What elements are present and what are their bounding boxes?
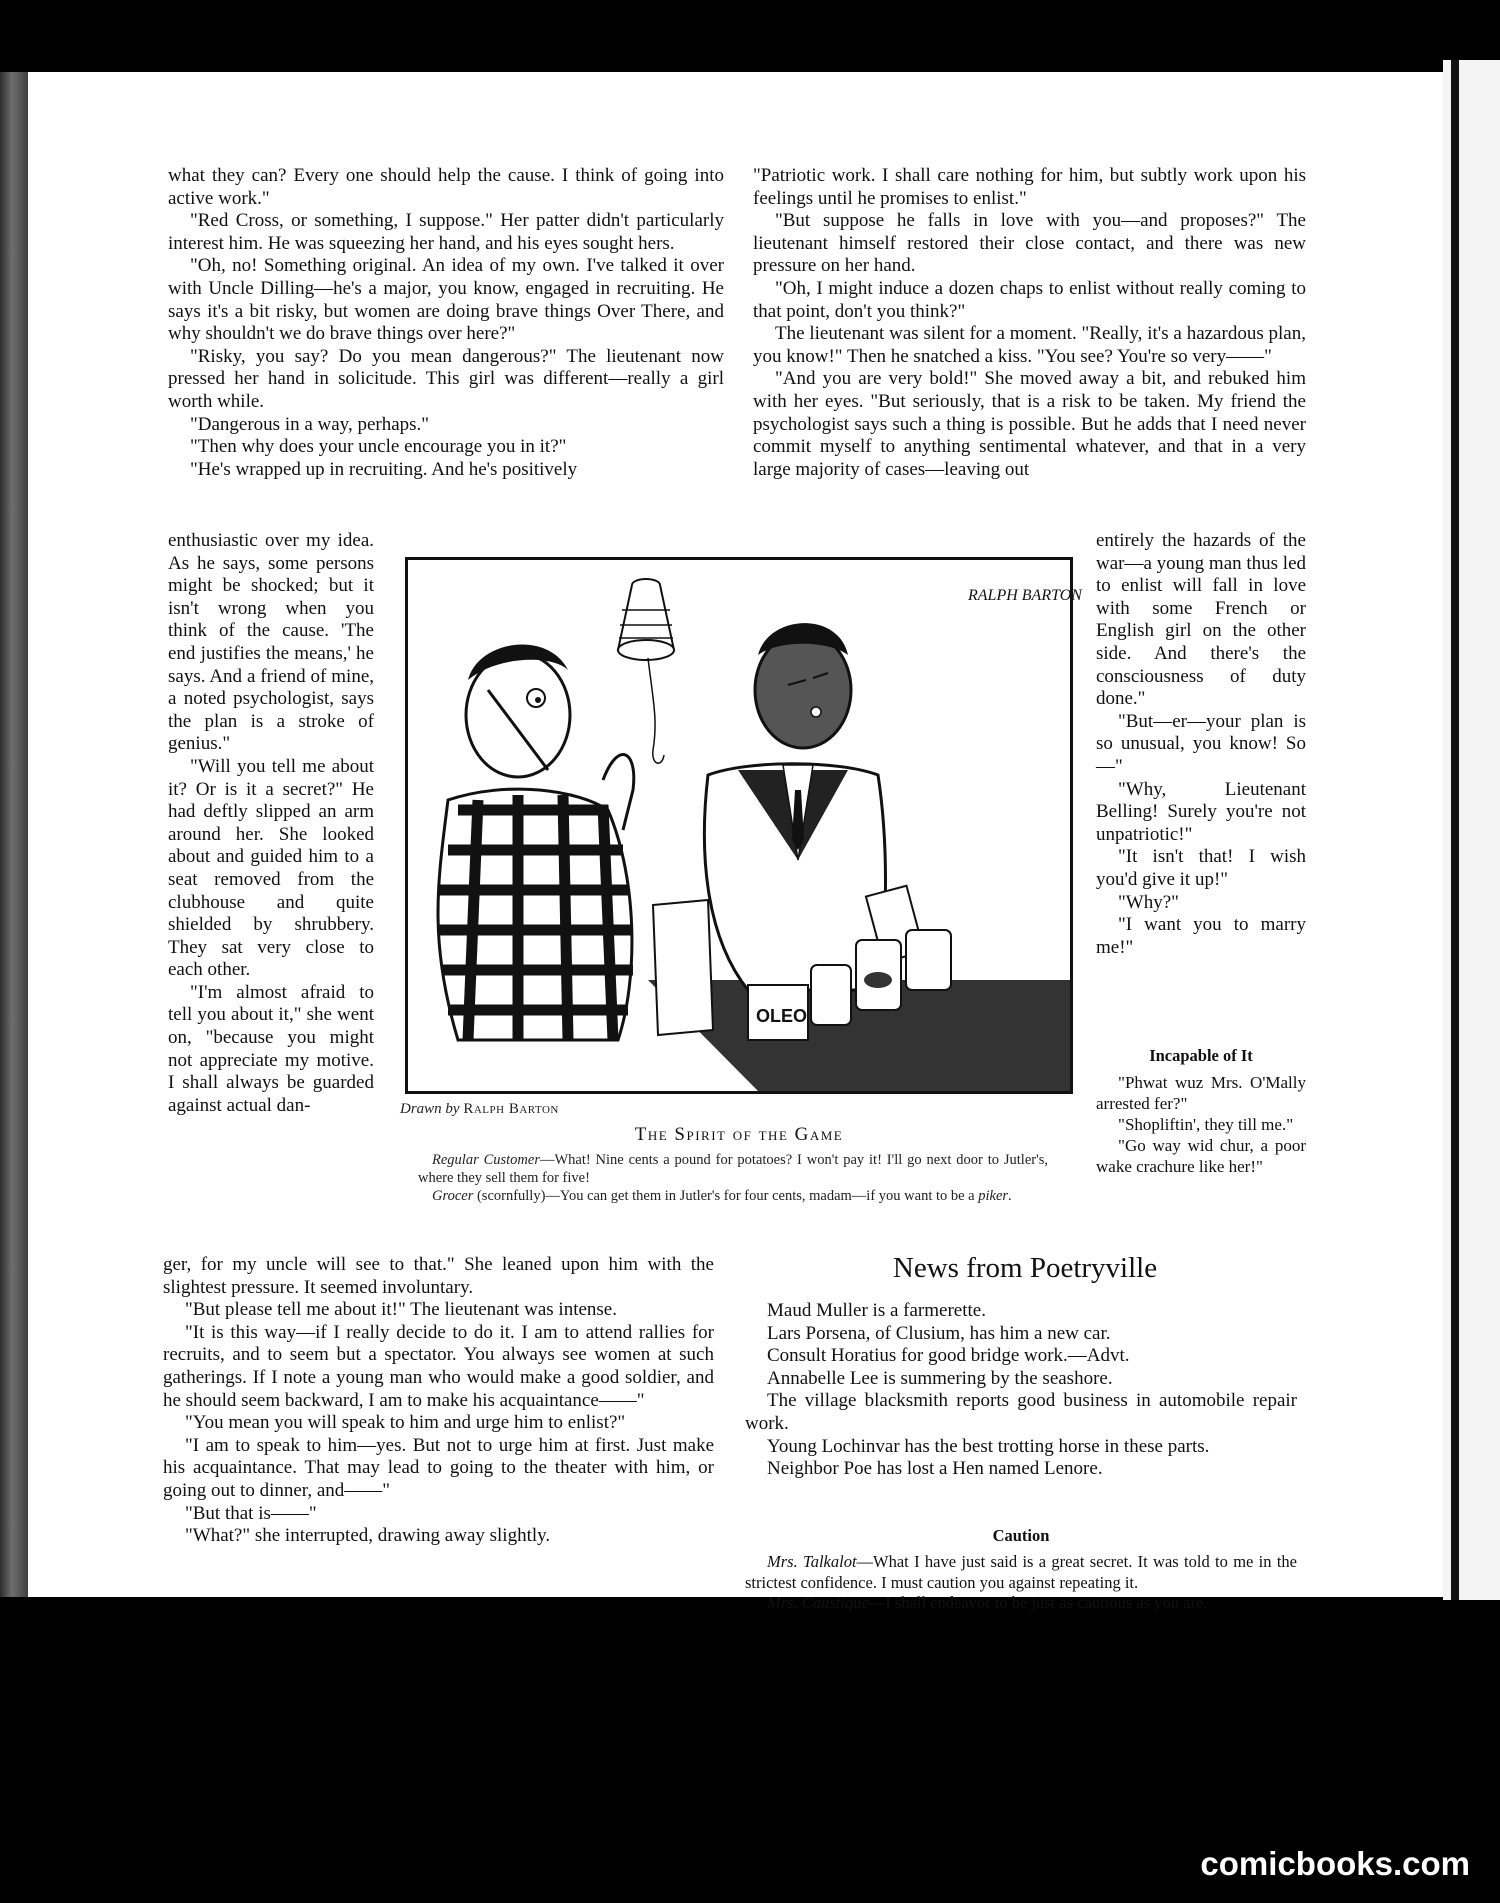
paragraph: "Dangerous in a way, perhaps.": [190, 413, 430, 435]
paragraph: entirely the hazards of the war—a young man thus led to enlist will fall in love with some French or English girl on the other side. And there's the consciousness of duty done.": [1096, 530, 1307, 710]
paper-bag: [653, 900, 713, 1035]
paragraph: "It isn't that! I wish you'd give it up!": [1096, 846, 1306, 890]
column2-top: [753, 165, 1306, 481]
paragraph: "Why, Lieutenant Belling! Surely you're not unpatriotic!": [1096, 778, 1306, 845]
speaker-label: Grocer: [432, 1188, 474, 1204]
column2-narrow: [1096, 530, 1306, 959]
paragraph: "But that is——": [185, 1502, 317, 1524]
caption-end: .: [1008, 1188, 1012, 1204]
paragraph: "Risky, you say? Do you mean dangerous?" The lieutenant now pressed her hand in solicitude. This girl was different—really a girl worth while.: [168, 345, 724, 412]
paragraph: what they can? Every one should help the cause. I think of going into active work.": [168, 165, 724, 209]
paragraph: "But please tell me about it!" The lieutenant was intense.: [185, 1299, 617, 1321]
paragraph: "Then why does your uncle encourage you in it?": [190, 436, 567, 458]
incapable-heading: Incapable of It: [1149, 1046, 1253, 1065]
book-spine: [0, 72, 30, 1597]
paragraph: "But suppose he falls in love with you—and proposes?" The lieutenant himself restored their close contact, and there was new pressure on her hand.: [753, 210, 1306, 277]
paragraph: enthusiastic over my idea. As he says, some persons might be shocked; but it isn't wrong when you think of the cause. 'The end justifies the means,' he says. And a friend of mine, a noted psychologist, says the plan is a stroke of genius.": [168, 530, 374, 755]
emphasis-word: piker: [978, 1188, 1009, 1204]
speaker-label: Regular Customer: [432, 1152, 540, 1168]
caution-line: —What I have just said is a great secret. It was told to me in the strictest confidence. I must caution you against repeating it.: [745, 1552, 1297, 1592]
paragraph: "He's wrapped up in recruiting. And he's positively: [190, 458, 578, 480]
speaker-label: Mrs. Caustique: [767, 1593, 869, 1612]
speaker-label: Mrs. Talkalot: [767, 1552, 857, 1571]
news-item: Young Lochinvar has the best trotting horse in these parts.: [767, 1435, 1210, 1457]
paragraph: "Will you tell me about it? Or is it a secret?" He had deftly slipped an arm around her. She looked about and guided him to a seat removed from the clubhouse and quite shielded by shrubbery. They sat very close to each other.: [168, 755, 374, 981]
paragraph: "Oh, no! Something original. An idea of my own. I've talked it over with Uncle Dilling—he's a major, you know, engaged in recruiting. He says it's a bit risky, but women are doing brave things Over There, and why shouldn't we do brave things over here?": [168, 255, 724, 345]
news-item: Maud Muller is a farmerette.: [767, 1300, 986, 1321]
cartoon-caption: [418, 1151, 1048, 1205]
paragraph: "But—er—your plan is so unusual, you know! So—": [1096, 710, 1306, 777]
paragraph: "I am to speak to him—yes. But not to urge him at first. Just make his acquaintance. That may lead to going to the theater with him, or going out to dinner, and——": [163, 1434, 714, 1501]
site-watermark: comicbooks.com: [1200, 1845, 1470, 1882]
oleo-label: OLEO: [756, 1006, 808, 1026]
paragraph: "Oh, I might induce a dozen chaps to enlist without really coming to that point, don't you think?": [753, 277, 1306, 322]
news-item: Annabelle Lee is summering by the seashore.: [767, 1367, 1113, 1389]
column1-bottom: [163, 1254, 714, 1548]
caption-line: (scornfully)—You can get them in Jutler's for four cents, madam—if you want to be a: [473, 1188, 979, 1204]
paragraph: "Red Cross, or something, I suppose." Her patter didn't particularly interest him. He was squeezing her hand, and his eyes sought hers.: [168, 210, 724, 254]
cartoon-credit: [400, 1101, 559, 1118]
incapable-joke: [1096, 1072, 1306, 1177]
artist-signature: RALPH BARTON: [968, 587, 1082, 604]
column1-narrow: [168, 530, 374, 1117]
credit-name: Ralph Barton: [463, 1101, 559, 1117]
news-item: Consult Horatius for good bridge work.—Advt.: [767, 1345, 1130, 1367]
grocer-figure: [704, 623, 924, 990]
caution-heading: Caution: [992, 1526, 1050, 1545]
news-item: The village blacksmith reports good business in automobile repair work.: [745, 1390, 1297, 1434]
paragraph: ger, for my uncle will see to that." She leaned upon him with the slightest pressure. It seemed involuntary.: [163, 1254, 714, 1298]
credit-prefix: Drawn by: [400, 1101, 460, 1117]
paragraph: "I'm almost afraid to tell you about it," she went on, "because you might not appreciate my motive. I shall always be guarded against actual dan-: [168, 981, 374, 1116]
cartoon-title: The Spirit of the Game: [634, 1124, 844, 1145]
paragraph: The lieutenant was silent for a moment. "Really, it's a hazardous plan, you know!" Then he snatched a kiss. "You see? You're so very——": [753, 323, 1306, 367]
paragraph: "Go way wid chur, a poor wake crachure like her!": [1096, 1136, 1306, 1176]
paragraph: "What?" she interrupted, drawing away slightly.: [185, 1525, 551, 1547]
news-list: [745, 1300, 1297, 1481]
paragraph: "Why?": [1118, 891, 1179, 913]
string-ball: [618, 579, 674, 763]
caution-line: —I shall endeavor to be just as cautious as you are.: [868, 1593, 1208, 1612]
paragraph: "Shopliftin', they till me.": [1118, 1115, 1294, 1134]
news-item: Lars Porsena, of Clusium, has him a new car.: [767, 1322, 1111, 1344]
paragraph: "And you are very bold!" She moved away a bit, and rebuked him with her eyes. "But seriously, that is a risk to be taken. My friend the psychologist says such a thing is possible. But he adds that I need never commit myself to anything sentimental whatever, and that in a very large majority of cases—leaving out: [753, 368, 1306, 480]
paragraph: "It is this way—if I really decide to do it. I am to attend rallies for recruits, and to seem but a spectator. You always see women at such gatherings. If I note a young man who would make a good soldier, and he should seem backward, I am to make his acquaintance——": [163, 1321, 714, 1411]
news-heading: News from Poetryville: [892, 1252, 1158, 1284]
column1-top: [168, 165, 724, 481]
paragraph: "Patriotic work. I shall care nothing for him, but subtly work upon his feelings until he promises to enlist.": [753, 165, 1306, 209]
caption-line: —What! Nine cents a pound for potatoes? I won't pay it! I'll go next door to Jutler's, where they sell them for five!: [418, 1152, 1048, 1186]
paragraph: "You mean you will speak to him and urge him to enlist?": [185, 1412, 626, 1434]
paragraph: "Phwat wuz Mrs. O'Mally arrested fer?": [1096, 1073, 1306, 1113]
woman-figure: [438, 645, 634, 1040]
news-item: Neighbor Poe has lost a Hen named Lenore.: [767, 1458, 1103, 1480]
cartoon-drawing: [408, 560, 1082, 1091]
cartoon-illustration: [405, 557, 1082, 1094]
facing-page-edge: [1443, 60, 1500, 1600]
caution-joke: [745, 1552, 1297, 1614]
paragraph: "I want you to marry me!": [1096, 914, 1306, 958]
